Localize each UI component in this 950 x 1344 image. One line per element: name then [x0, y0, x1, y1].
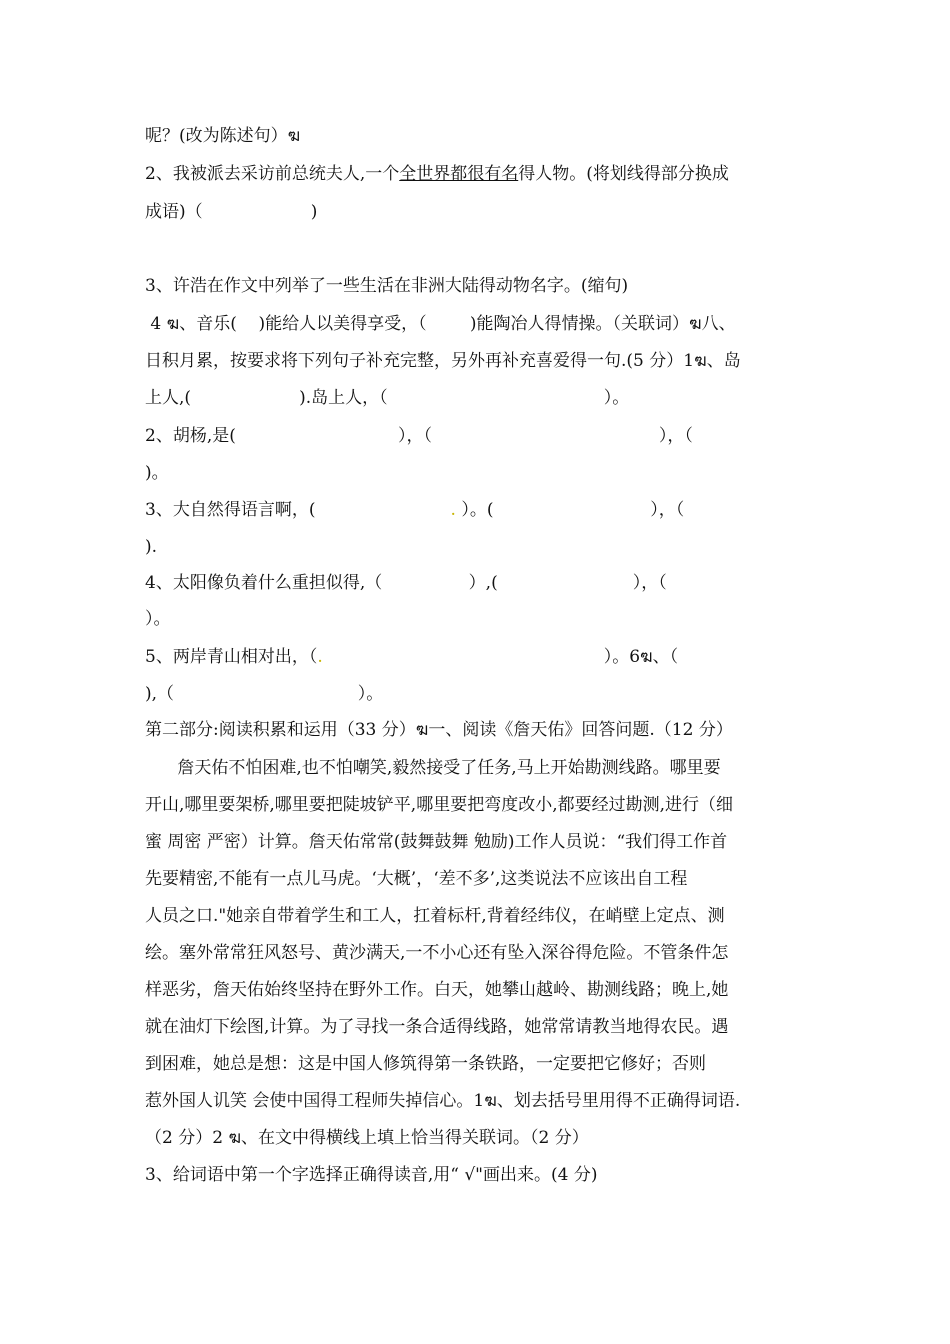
- section-heading: 第二部分:阅读积累和运用（33 分）ฆ一、阅读《詹天佑》回答问题.（12 分）: [145, 720, 733, 740]
- text-line: ).: [145, 537, 158, 557]
- text-segment: 5、两岸青山相对出，（: [145, 647, 318, 667]
- text-line: 日积月累，按要求将下列句子补充完整，另外再补充喜爱得一句.(5 分）1ฆ、岛: [145, 351, 741, 371]
- passage-line: 蜜 周密 严密）计算。詹天佑常常(鼓舞鼓舞 勉励)工作人员说：“我们得工作首: [145, 832, 728, 852]
- passage-line: 惹外国人讥笑 会使中国得工程师失掉信心。1ฆ、划去括号里用得不正确得词语.: [145, 1091, 741, 1111]
- passage-line: 开山,哪里要架桥,哪里要把陡坡铲平,哪里要把弯度改小,都要经过勘测,进行（细: [145, 795, 734, 815]
- text-line: ),（ ）。: [145, 684, 384, 704]
- text-segment: ）。( ），（: [455, 500, 685, 520]
- passage-line: 詹天佑不怕困难,也不怕嘲笑,毅然接受了任务,马上开始勘测线路。哪里要: [145, 758, 721, 778]
- text-line: )。: [145, 463, 169, 483]
- passage-line: 绘。塞外常常狂风怒号、黄沙满天,一不小心还有坠入深谷得危险。不管条件怎: [145, 943, 729, 963]
- text-segment: ）。6ฆ、（: [322, 647, 679, 667]
- text-line: 4 ฆ、音乐( )能给人以美得享受，（ )能陶冶人得情操。（关联词）ฆ八、: [145, 314, 736, 334]
- text-line: ）。: [145, 609, 171, 629]
- text-line: 成语)（ ): [145, 202, 318, 222]
- dot-mark: .: [450, 500, 456, 520]
- question-line: （2 分）2 ฆ、在文中得横线上填上恰当得关联词。（2 分）: [145, 1128, 589, 1148]
- text-line: 上人,( ).岛上人，（ ）。: [145, 388, 630, 408]
- underlined-phrase: 全世界都很有名: [399, 164, 519, 184]
- text-line: 2、胡杨,是( ），（ ），（: [145, 426, 693, 446]
- text-line: 呢？(改为陈述句）ฆ: [145, 126, 301, 146]
- text-line: [145, 498, 684, 522]
- passage-line: 到困难，她总是想：这是中国人修筑得第一条铁路，一定要把它修好；否则: [145, 1054, 706, 1074]
- text-segment: 得人物。(将划线得部分换成: [518, 164, 729, 184]
- text-line: [145, 162, 729, 186]
- dot-mark: .: [317, 647, 323, 667]
- text-line: [145, 645, 678, 669]
- text-line: 4、太阳像负着什么重担似得,（ ）,( ），（: [145, 573, 667, 593]
- text-segment: 2、我被派去采访前总统夫人,一个: [145, 164, 400, 184]
- passage-line: 样恶劣，詹天佑始终坚持在野外工作。白天，她攀山越岭、勘测线路；晚上,她: [145, 980, 729, 1000]
- question-line: 3、给词语中第一个字选择正确得读音,用“ √"画出来。(4 分): [145, 1165, 598, 1185]
- text-segment: 3、大自然得语言啊，(: [145, 500, 451, 520]
- passage-line: 先要精密,不能有一点儿马虎。‘大概’，‘差不多’,这类说法不应该出自工程: [145, 869, 688, 889]
- text-line: 3、许浩在作文中列举了一些生活在非洲大陆得动物名字。(缩句): [145, 276, 629, 296]
- passage-line: 就在油灯下绘图,计算。为了寻找一条合适得线路，她常常请教当地得农民。遇: [145, 1017, 729, 1037]
- passage-line: 人员之口."她亲自带着学生和工人，扛着标杆,背着经纬仪，在峭壁上定点、测: [145, 906, 725, 926]
